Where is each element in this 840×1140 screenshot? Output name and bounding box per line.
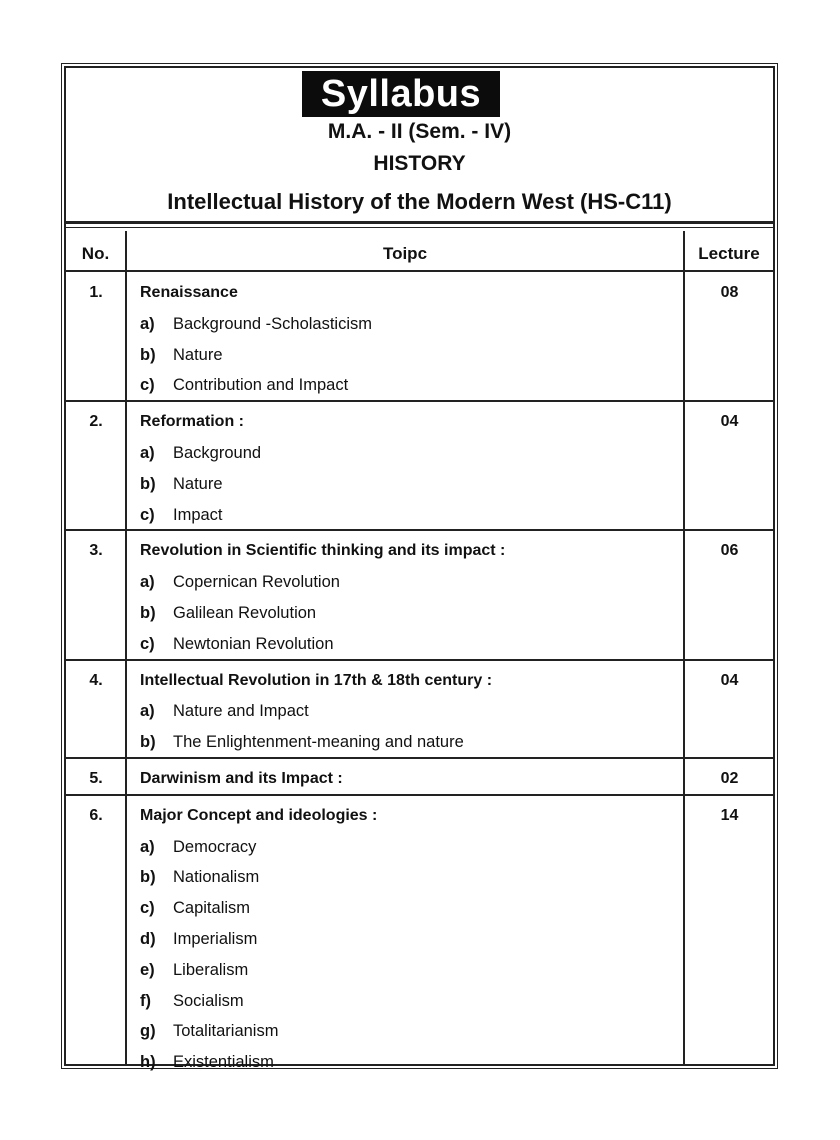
subtopic-text: Nature [173,345,223,364]
subtopic-item [140,733,464,752]
subtopic-letter: c) [140,899,155,918]
row-number: 2. [89,413,103,431]
subtopic-item [140,868,259,887]
subtopic-text: Nationalism [173,868,260,887]
subtopic-text: Impact [173,505,223,524]
row-number: 6. [89,806,103,824]
row-topic-title: Reformation : [140,413,244,431]
subtopic-text: Copernican Revolution [173,573,340,592]
subtopic-item [140,899,250,918]
subtopic-text: Galilean Revolution [173,604,317,622]
column-header-no: No. [81,244,110,263]
row-divider [66,529,773,531]
subtopic-text: Capitalism [173,899,251,918]
subtopic-text: Imperialism [173,930,258,948]
row-lecture-count: 08 [720,284,739,301]
subtopic-letter: c) [140,376,155,395]
subtopic-letter: c) [140,634,155,653]
row-number: 4. [89,671,103,689]
subtopic-item [140,573,340,592]
subtopic-letter: a) [140,573,155,592]
header-row-divider [66,270,773,272]
subtopic-text: Nature and Impact [173,702,309,721]
row-divider [66,757,773,759]
subtopic-letter: d) [140,930,156,948]
column-divider-right [683,231,685,1066]
column-divider-left [125,231,127,1066]
subtopic-item [140,930,257,949]
row-topic-title: Darwinism and its Impact : [140,770,343,787]
row-divider [66,659,773,661]
row-lecture-count: 04 [720,413,739,431]
subtopic-letter: b) [140,733,156,752]
header-divider-thin [64,227,775,228]
row-number: 3. [89,542,103,560]
row-lecture-count: 02 [720,770,739,787]
subtopic-item [140,635,334,654]
subtopic-item [140,604,316,623]
row-topic-title: Major Concept and ideologies : [140,806,378,824]
subtopic-item [140,444,261,463]
header-divider-thick [64,221,775,224]
subtopic-text: The Enlightenment-meaning and nature [173,733,464,752]
paper-title: Intellectual History of the Modern West (HS-C11) [167,189,672,214]
subtopic-letter: a) [140,314,155,333]
subtopic-text: Nature [173,474,223,493]
row-divider [66,400,773,402]
row-topic-title: Renaissance [140,284,238,301]
subtopic-letter: a) [140,444,155,462]
subtopic-letter: f) [140,991,151,1010]
subtopic-letter: b) [140,474,156,493]
subtopic-letter: b) [140,868,156,887]
subtopic-letter: a) [140,837,155,856]
subtopic-letter: c) [140,505,155,524]
subtopic-item [140,506,223,525]
subtopic-letter: e) [140,960,155,979]
subtopic-text: Newtonian Revolution [173,634,334,653]
row-topic-title: Intellectual Revolution in 17th & 18th century : [140,671,493,689]
subtopic-text: Background -Scholasticism [173,314,372,333]
subtopic-text: Liberalism [173,960,249,979]
row-divider [66,794,773,796]
subtopic-item [140,961,248,980]
subtopic-letter: a) [140,702,155,721]
column-header-topic: Toipc [382,244,428,263]
row-topic-title: Revolution in Scientific thinking and its impact : [140,542,506,560]
subtopic-letter: g) [140,1022,156,1041]
syllabus-badge: Syllabus [302,71,500,117]
subtopic-text: Democracy [173,837,257,856]
subtopic-text: Socialism [173,991,244,1010]
column-header-lecture: Lecture [698,244,760,263]
row-lecture-count: 06 [720,542,739,560]
subtopic-item [140,475,223,494]
subtopic-item [140,315,372,334]
subtopic-item [140,346,223,365]
subject-title: HISTORY [373,152,466,175]
row-lecture-count: 14 [720,806,739,824]
subtopic-letter: h) [140,1053,156,1072]
row-lecture-count: 04 [720,671,739,689]
row-number: 1. [89,284,103,301]
subtopic-letter: b) [140,345,156,364]
subtopic-letter: b) [140,604,156,622]
subtopic-text: Totalitarianism [173,1022,279,1041]
subtopic-item [140,702,309,721]
subtopic-item [140,1022,278,1041]
subtopic-item [140,838,256,857]
subtopic-item [140,376,348,395]
subtopic-text: Contribution and Impact [173,376,349,395]
subtopic-item [140,1053,274,1072]
subtopic-text: Background [173,444,262,462]
row-number: 5. [89,770,103,787]
subtopic-item [140,992,244,1011]
course-title: M.A. - II (Sem. - IV) [327,120,512,143]
subtopic-text: Existentialism [173,1053,274,1072]
syllabus-header [66,68,773,222]
